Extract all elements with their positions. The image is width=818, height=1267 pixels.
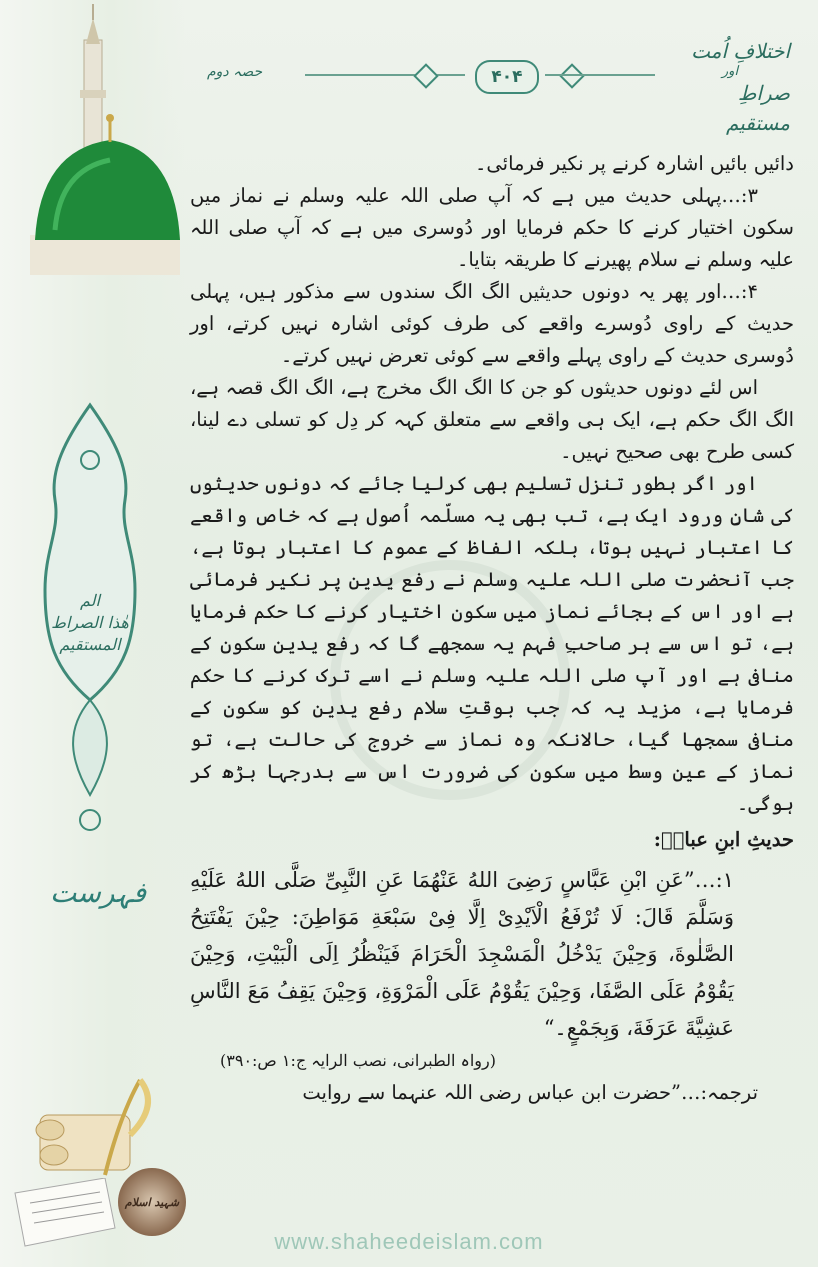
reference: (رواہ الطبرانی، نصب الرایہ ج:۱ ص:۳۹۰) (220, 1051, 496, 1070)
emblem-text-top: الم (80, 591, 100, 610)
book-title (670, 36, 790, 138)
emblem-text (40, 590, 140, 656)
header-ornament-diamond-left (413, 63, 438, 88)
emblem-text-main: ھٰذا الصراط المستقیم (51, 613, 129, 654)
paragraph: ۳:…پہلی حدیث میں ہے کہ آپ صلی اللہ علیہ وسلم نے نماز میں سکون اختیار کرنے کا حکم فرمایا اور دُوسری میں ہے کہ آپ صلی اللہ علیہ وسلم نے سلام پھیرنے کا طریقہ بتایا۔ (190, 184, 794, 271)
header-ornament-right (545, 74, 655, 76)
book-title-bottom: صراطِ مستقیم (725, 81, 790, 135)
logo-text: شہید اسلام (124, 1195, 180, 1209)
paragraph: ۴:…اور پھر یہ دونوں حدیثیں الگ الگ سندوں سے مذکور ہیں، پہلی حدیث کے راوی دُوسرے واقعے کی طرف کوئی اشارہ نہیں کرتے، اور دُوسری حدیث کے راوی پہلے واقعے سے کوئی تعرض نہیں کرتے۔ (190, 280, 794, 367)
mosque-dome-icon (0, 0, 185, 290)
header (185, 22, 798, 142)
book-title-top: اختلافِ اُمت (691, 39, 790, 63)
website-link[interactable]: www.shaheedeislam.com (274, 1229, 544, 1254)
reference-line (190, 1045, 794, 1077)
translation: ترجمہ:…”حضرت ابن عباس رضی اللہ عنہما سے روایت (302, 1081, 758, 1104)
header-ornament-left (305, 74, 465, 76)
arabic-hadith: ۱:…”عَنِ ابْنِ عَبَّاسٍ رَضِیَ اللهُ عَنْهُمَا عَنِ النَّبِیِّ صَلَّی اللهُ عَلَیْهِ وَسَلَّمَ قَالَ: لَا تُرْفَعُ الْاَیْدِیْ اِلَّا فِیْ سَبْعَةِ مَوَاطِنَ: حِیْنَ یَفْتَتِحُ الصَّلٰوةَ، وَحِیْنَ یَدْخُلُ الْمَسْجِدَ الْحَرَامَ فَیَنْظُرُ اِلَی الْبَیْتِ، وَحِیْنَ یَقُوْمُ عَلَی الصَّفَا، وَحِیْنَ یَقُوْمُ عَلَی الْمَرْوَةِ، وَحِیْنَ یَقِفُ مَعَ النَّاسِ عَشِیَّةَ عَرَفَةَ، وَبِجَمْعٍ۔“ (190, 868, 734, 1040)
sidebar (0, 0, 185, 1267)
book-title-mid: اور (721, 64, 739, 79)
paragraph: دائیں بائیں اشارہ کرنے پر نکیر فرمائی۔ (474, 152, 794, 175)
paragraph: اس لئے دونوں حدیثوں کو جن کا الگ الگ مخرج ہے، الگ الگ قصہ ہے، الگ الگ حکم ہے، ایک ہی واقعے سے متعلق کہہ کر دِل کو تسلی دے لینا، کسی طرح بھی صحیح نہیں۔ (190, 376, 794, 463)
header-ornament-diamond-right (559, 63, 584, 88)
page-number: ۴۰۴ (475, 60, 539, 94)
paragraph: اور اگر بطور تنزل تسلیم بھی کرلیا جائے کہ دونوں حدیثوں کی شانِ ورود ایک ہے، تب بھی یہ مسلّمہ اُصول ہے کہ خاص واقعے کا اعتبار نہیں ہوتا، بلکہ الفاظ کے عموم کا اعتبار ہوتا ہے، جب آنحضرت صلی اللہ علیہ وسلم نے رفع یدین پر نکیر فرمائی ہے اور اس کے بجائے نماز میں سکون اختیار کرنے کا حکم فرمایا ہے، تو اس سے ہر صاحبِ فہم یہ سمجھے گا کہ رفع یدین سکون کے منافی ہے اور آپ صلی اللہ علیہ وسلم نے اسے ترک کرنے کا حکم فرمایا ہے، مزید یہ کہ جب بوقتِ سلام رفع یدین کو سکون کے منافی سمجھا گیا، حالانکہ وہ نماز سے خروج کی حالت ہے، تو نماز کے عین وسط میں سکون کی ضرورت اس سے بدرجہا بڑھ کر ہوگی۔ (190, 472, 794, 815)
main-text (190, 148, 794, 1109)
section-heading: حدیثِ ابنِ عباسؓ: (653, 828, 794, 851)
part-label: حصہ دوم (207, 64, 263, 80)
logo-seal (118, 1168, 186, 1236)
index-link[interactable]: فہرست (50, 876, 147, 909)
